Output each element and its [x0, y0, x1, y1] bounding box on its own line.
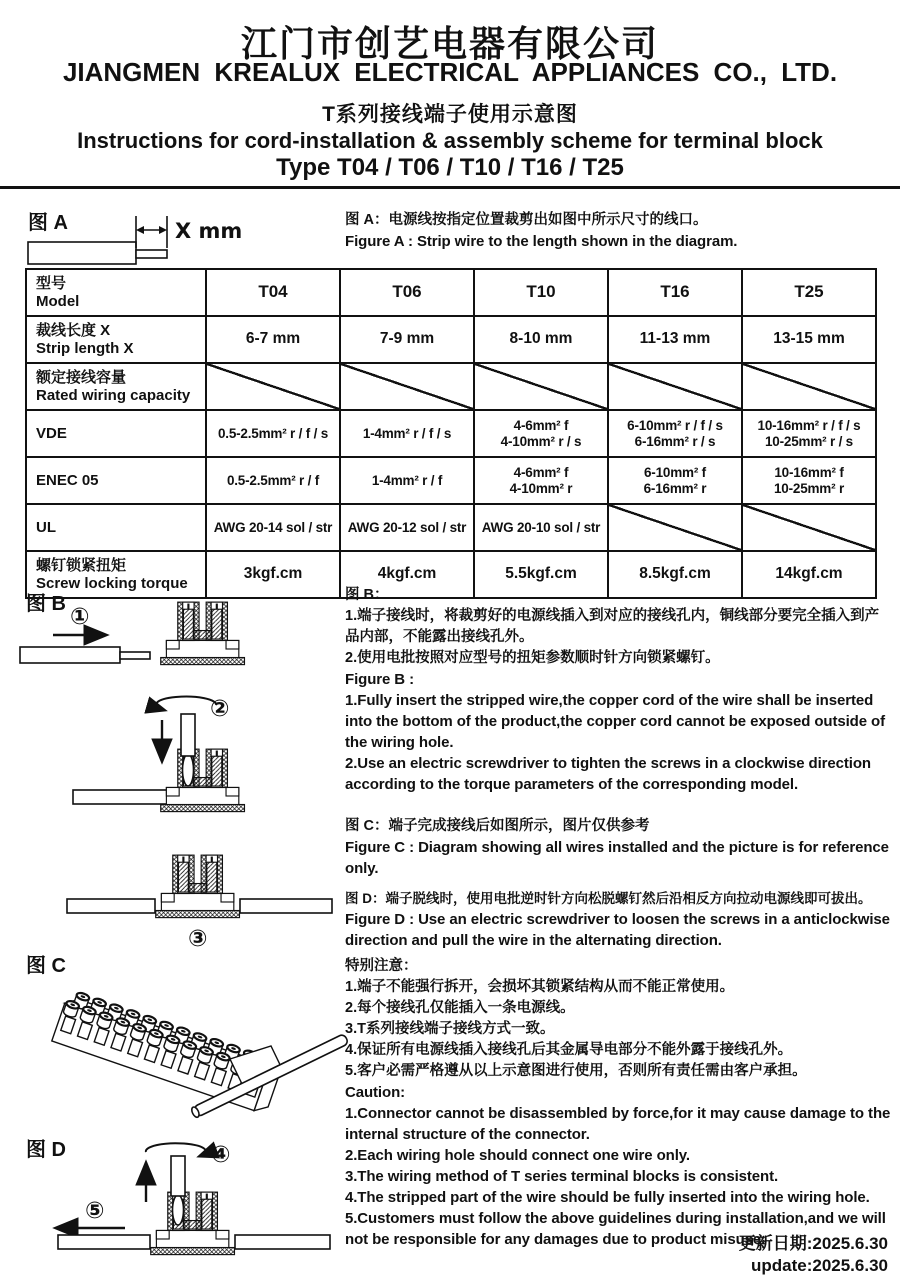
value-line: 10-16mm² f	[774, 464, 844, 480]
caution-item-cn: 1.端子不能强行拆开，会损坏其锁紧结构从而不能正常使用。	[345, 979, 735, 995]
terminal-block-cross-section	[156, 855, 240, 917]
empty-diagonal-cell	[608, 363, 742, 410]
value-cell: 13-15 mm	[742, 316, 876, 363]
caution-title-cn: 特别注意：	[345, 958, 418, 974]
terminal-strip-body	[52, 989, 284, 1115]
caution-item-cn: 2.每个接线孔仅能插入一条电源线。	[345, 1000, 575, 1016]
value-line: 4-10mm² r	[509, 480, 573, 496]
value-cell: 0.5-2.5mm² r / f / s	[206, 410, 340, 457]
row-label-model	[26, 269, 206, 316]
value-cell: 14kgf.cm	[742, 551, 876, 598]
figure-a-diagram	[25, 210, 335, 268]
empty-diagonal-cell	[742, 363, 876, 410]
terminal-block-cross-section	[161, 602, 245, 664]
caution-item-cn: 5.客户必需严格遵从以上示意图进行使用，否则所有责任需由客户承担。	[345, 1063, 807, 1079]
value-cell	[608, 457, 742, 504]
value-line: 6-10mm² f	[644, 464, 706, 480]
dim-arrowhead-left	[136, 226, 144, 234]
stripped-wire	[20, 647, 150, 663]
value-cell	[742, 410, 876, 457]
figure-b-caption-en-item: 1.Fully insert the stripped wire,the copper cord of the wire shall be inserted into the bottom of the product,the copper cord cannot be exposed outside of the wiring hole.	[345, 692, 886, 751]
value-line: 4-6mm² f	[513, 417, 569, 433]
value-cell: 5.5kgf.cm	[474, 551, 608, 598]
step-number-2: ②	[210, 696, 230, 722]
figure-b-step2-diagram	[15, 692, 345, 818]
figure-b-step3-diagram	[10, 846, 350, 952]
value-cell: 7-9 mm	[340, 316, 474, 363]
value-cell: 1-4mm² r / f / s	[340, 410, 474, 457]
row-label-ul: UL	[26, 504, 206, 551]
terminal-block-cross-section	[151, 1192, 235, 1254]
update-date-cn: 更新日期:2025.6.30	[738, 1234, 888, 1253]
figure-b-caption-en-item: 2.Use an electric screwdriver to tighten the screws in a clockwise direction according to the torque parameters of the corresponding model.	[345, 755, 871, 793]
value-cell	[474, 457, 608, 504]
figure-b-step1-diagram	[15, 597, 345, 679]
value-line: 10-25mm² r / s	[765, 433, 853, 449]
value-cell: 8.5kgf.cm	[608, 551, 742, 598]
value-line: 4-10mm² r / s	[500, 433, 582, 449]
figure-a-caption-cn: 图 A：电源线按指定位置裁剪出如图中所示尺寸的线口。	[345, 212, 708, 228]
row-label-rated-capacity	[26, 363, 206, 410]
value-cell: AWG 20-10 sol / str	[474, 504, 608, 551]
figure-d-caption	[345, 888, 893, 951]
step-number-5: ⑤	[85, 1198, 105, 1224]
model-cell-t16: T16	[608, 269, 742, 316]
table-row-ul	[26, 504, 876, 551]
value-line: 4-6mm² f	[513, 464, 569, 480]
figure-c-label: 图 C	[26, 955, 66, 977]
empty-diagonal-cell	[340, 363, 474, 410]
table-row-strip-length	[26, 316, 876, 363]
caution-item-en: 2.Each wiring hole should connect one wire only.	[345, 1147, 690, 1164]
model-cell-t25: T25	[742, 269, 876, 316]
dim-label: X mm	[175, 219, 243, 243]
value-line: 10-25mm² r	[773, 480, 845, 496]
value-cell	[474, 410, 608, 457]
doc-subtitle-en: Instructions for cord-installation & assembly scheme for terminal block	[77, 128, 823, 153]
figure-c-caption-en: Figure C : Diagram showing all wires installed and the picture is for reference only.	[345, 839, 889, 877]
figure-c-terminal-strip-diagram	[15, 956, 345, 1128]
anticlockwise-rotation-arrow	[146, 1143, 206, 1156]
screwdriver-shaft	[181, 714, 195, 756]
clockwise-rotation-arrow	[156, 697, 216, 710]
caution-section	[345, 956, 893, 1250]
figure-d-diagram	[15, 1140, 350, 1278]
table-row-enec	[26, 457, 876, 504]
caution-item-en: 5.Customers must follow the above guidelines during installation,and we will not be responsible for any damages due to product misuse.	[345, 1210, 886, 1248]
value-line: 10-16mm² r / f / s	[757, 417, 861, 433]
screwdriver-blade	[183, 754, 194, 786]
figure-d-label: 图 D	[26, 1139, 66, 1161]
model-cell-t04: T04	[206, 269, 340, 316]
wire-insulation	[28, 242, 136, 264]
figure-c-caption	[345, 816, 893, 879]
model-cell-t06: T06	[340, 269, 474, 316]
value-line: 6-10mm² r / f / s	[627, 417, 723, 433]
caution-title-en: Caution:	[345, 1084, 406, 1101]
step-number-3: ③	[188, 926, 208, 952]
value-cell	[608, 410, 742, 457]
figure-d-caption-cn: 图 D：端子脱线时，使用电批逆时针方向松脱螺钉然后沿相反方向拉动电源线即可拔出。	[345, 891, 872, 906]
row-label-en: Screw locking torque	[36, 574, 188, 592]
figure-b-caption-cn-item: 1.端子接线时，将裁剪好的电源线插入到对应的接线孔内，铜线部分要完全插入到产品内部，不能露出接线孔外。	[345, 608, 880, 645]
value-cell	[742, 457, 876, 504]
dim-arrowhead-right	[159, 226, 167, 234]
row-label-cn: 型号	[36, 274, 67, 292]
empty-diagonal-cell	[608, 504, 742, 551]
caution-item-en: 1.Connector cannot be disassembled by force,for it may cause damage to the internal structure of the connector.	[345, 1105, 891, 1143]
step-number-4: ④	[211, 1142, 231, 1168]
step-number-1: ①	[70, 604, 90, 630]
value-cell: 3kgf.cm	[206, 551, 340, 598]
empty-diagonal-cell	[474, 363, 608, 410]
table-row-vde	[26, 410, 876, 457]
update-date-en: update:2025.6.30	[750, 1256, 888, 1275]
row-label-vde: VDE	[26, 410, 206, 457]
figure-b-caption-en-title: Figure B :	[345, 671, 414, 688]
terminal-block-cross-section	[161, 749, 245, 811]
figure-a-caption-en: Figure A : Strip wire to the length shown in the diagram.	[345, 233, 738, 250]
row-label-enec: ENEC 05	[26, 457, 206, 504]
figure-a-label: 图 A	[28, 212, 68, 234]
value-cell: 11-13 mm	[608, 316, 742, 363]
row-label-en: Strip length X	[36, 339, 134, 357]
screwdriver-blade	[173, 1195, 184, 1225]
empty-diagonal-cell	[206, 363, 340, 410]
value-cell: 4kgf.cm	[340, 551, 474, 598]
row-label-strip-length	[26, 316, 206, 363]
caution-item-cn: 4.保证所有电源线插入接线孔后其金属导电部分不能外露于接线孔外。	[345, 1042, 793, 1058]
figure-b-caption-cn-title: 图 B：	[345, 587, 389, 603]
value-cell: 1-4mm² r / f	[340, 457, 474, 504]
company-name-cn: 江门市创艺电器有限公司	[240, 23, 659, 64]
value-cell: 0.5-2.5mm² r / f	[206, 457, 340, 504]
row-label-cn: 螺钉锁紧扭矩	[36, 556, 127, 574]
value-cell: AWG 20-14 sol / str	[206, 504, 340, 551]
value-cell: 6-7 mm	[206, 316, 340, 363]
value-cell: AWG 20-12 sol / str	[340, 504, 474, 551]
row-label-cn: 裁线长度 X	[36, 321, 111, 339]
caution-item-en: 4.The stripped part of the wire should be fully inserted into the wiring hole.	[345, 1189, 870, 1206]
spec-table	[25, 268, 877, 599]
value-line: 6-16mm² r / s	[634, 433, 716, 449]
empty-diagonal-cell	[742, 504, 876, 551]
type-line: Type T04 / T06 / T10 / T16 / T25	[276, 154, 624, 181]
figure-b-caption	[345, 585, 893, 795]
header-divider	[0, 186, 900, 189]
caution-item-cn: 3.T系列接线端子接线方式一致。	[345, 1021, 555, 1037]
figure-b-label: 图 B	[26, 593, 66, 615]
caution-item-en: 3.The wiring method of T series terminal blocks is consistent.	[345, 1168, 779, 1185]
doc-subtitle-cn: T系列接线端子使用示意图	[322, 103, 578, 126]
wire-conductor	[136, 250, 167, 258]
row-label-cn: 额定接线容量	[36, 368, 127, 386]
update-date	[739, 1233, 888, 1277]
row-label-en: Rated wiring capacity	[36, 386, 191, 404]
figure-b-caption-cn-item: 2.使用电批按照对应型号的扭矩参数顺时针方向锁紧螺钉。	[345, 650, 720, 666]
table-row-rated-capacity	[26, 363, 876, 410]
model-cell-t10: T10	[474, 269, 608, 316]
screwdriver-shaft	[171, 1156, 185, 1196]
company-name-en: JIANGMEN KREALUX ELECTRICAL APPLIANCES CO., LTD.	[62, 57, 838, 87]
figure-d-caption-en: Figure D : Use an electric screwdriver to loosen the screws in a anticlockwise direction and pull the wire in the alternating direction.	[345, 911, 890, 949]
table-row-model	[26, 269, 876, 316]
value-line: 6-16mm² r	[643, 480, 707, 496]
row-label-en: Model	[36, 292, 80, 310]
value-cell: 8-10 mm	[474, 316, 608, 363]
figure-c-caption-cn: 图 C：端子完成接线后如图所示，图片仅供参考	[345, 818, 650, 834]
